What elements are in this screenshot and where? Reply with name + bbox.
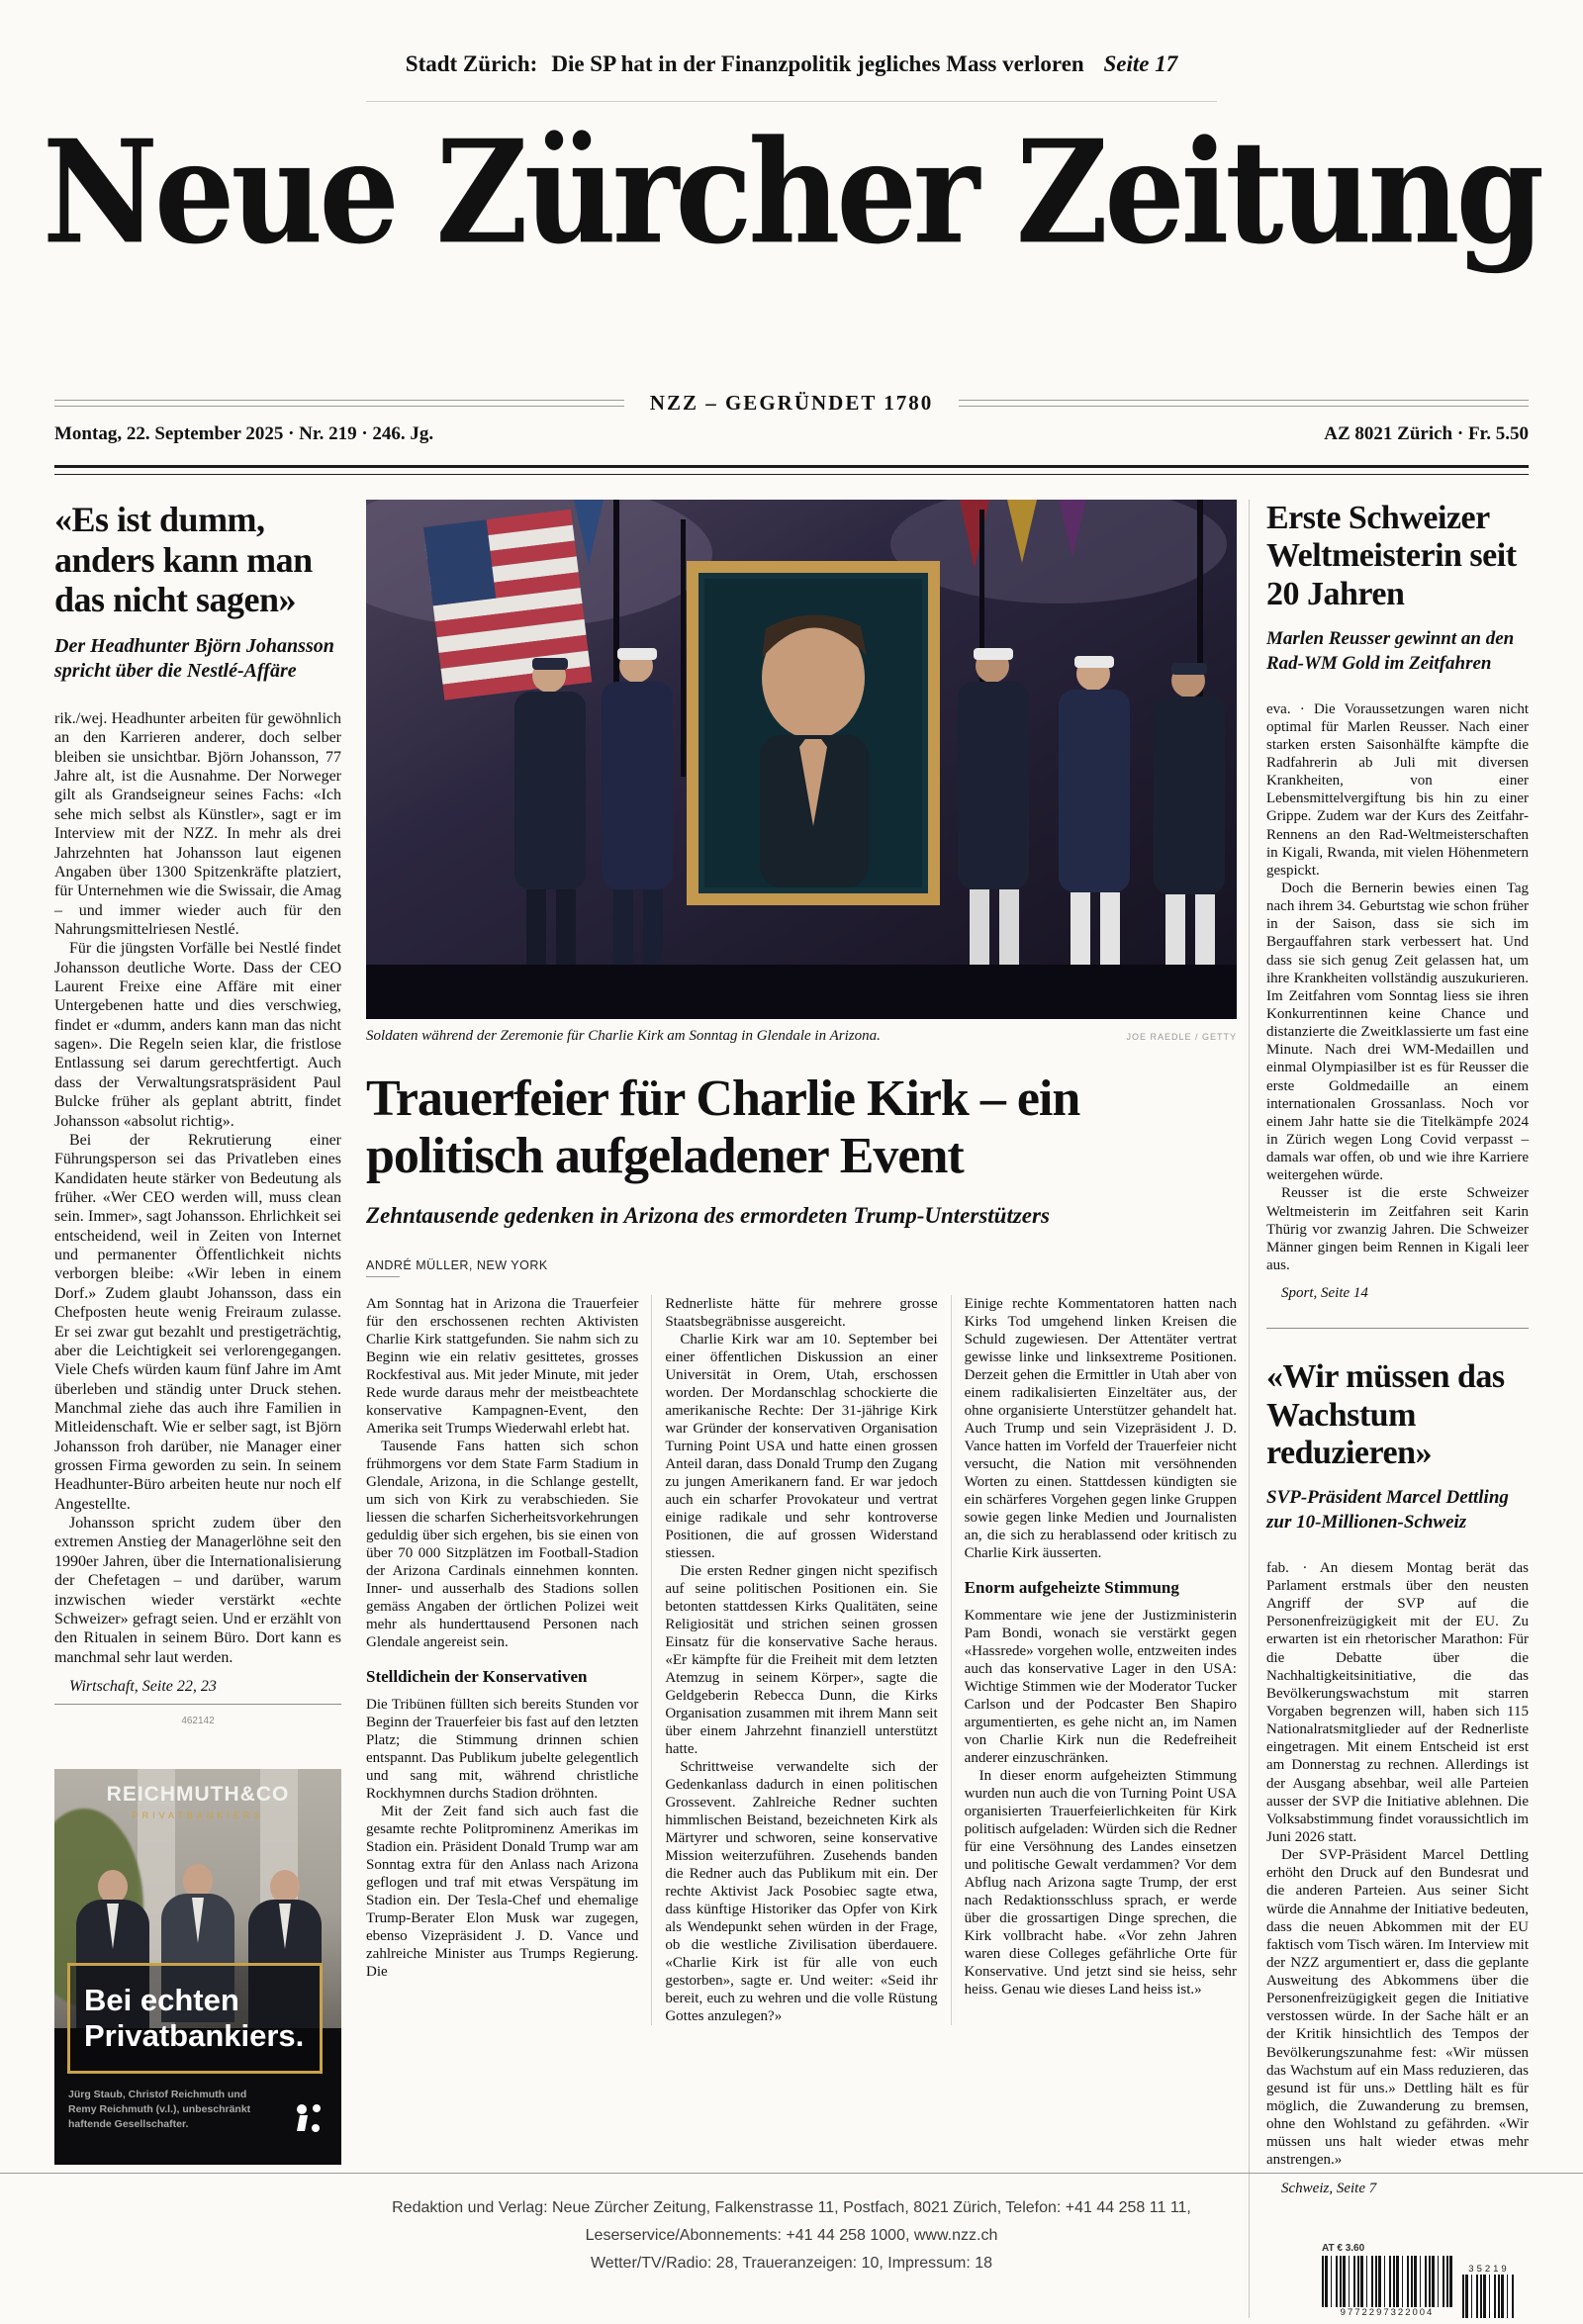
- barcode-addon-number: 35219: [1468, 2263, 1510, 2275]
- article-column-2: [651, 1295, 937, 2025]
- dateline-left: Montag, 22. September 2025 · Nr. 219 · 246. Jg.: [54, 423, 434, 444]
- right-article-headline: «Wir müssen das Wachstum reduzieren»: [1266, 1358, 1505, 1472]
- right-article-subhead: SVP-Präsident Marcel Dettling zur 10-Millionen-Schweiz: [1266, 1487, 1509, 1534]
- paragraph: Am Sonntag hat in Arizona die Trauerfeier für den erschossenen rechten Aktivisten Charlie Kirk stattgefunden. Sie nahm sich zu Beginn wie ein relativ gesittetes, grosses Rockfestival aus. Mit jeder Minute, mit jeder Rede wurde daraus mehr der meistbeachtete konservative Kampagnen-Event, den Amerika seit Trumps Wiederwahl erlebt hat.: [366, 1296, 639, 1438]
- us-flag: [423, 510, 592, 700]
- figure-head: [183, 1864, 213, 1898]
- paragraph: Einige rechte Kommentatoren hatten nach Kirks Tod umgehend linken Kreisen die Schuld zugewiesen. Der Attentäter vertrat gewisse linke und linksextreme Positionen. Derzeit gehen die Ermittler in Utah aber von einem radikalisierten Einzeltäter aus, der ohne organisierte Unterstützer gehandelt hat. Auch Trump und sein Vizepräsident J. D. Vance hatten im Vorfeld der Trauerfeier nicht versucht, die Nation mit versöhnenden Worten zu einen. Stattdessen kündigten sie ein schärferes Vorgehen gegen linke Gruppen sowie gegen linke Medien und Journalisten an, die sich zu herablassend oder kritisch zu Charlie Kirk äusserten.: [964, 1296, 1237, 1562]
- ad-order-number: 462142: [181, 1716, 215, 1726]
- paragraph: Reusser ist die erste Schweizer Weltmeisterin im Zeitfahren seit Karin Thürig vor zwanzig Jahren. Die Schweizer Männer gingen beim Rennen in Kigali leer aus.: [1266, 1185, 1529, 1273]
- left-article: [54, 500, 341, 1696]
- topline-text: Die SP hat in der Finanzpolitik jegliches Mass verloren: [551, 51, 1084, 76]
- lead-article-columns: [366, 1295, 1237, 2025]
- lead-headline: Trauerfeier für Charlie Kirk – ein politisch aufgeladener Event: [366, 1070, 1080, 1185]
- crosshead: Enorm aufgeheizte Stimmung: [964, 1578, 1179, 1598]
- paragraph: fab. · An diesem Montag berät das Parlament erstmals über den neusten Angriff der SVP auf die Personenfreizügigkeit mit der EU. Zu erwarten ist ein rhetorischer Marathon: Für die Debatte über die Nachhaltigkeitsinitiative, die das Bevölkerungswachstum mit starren Vorgaben begrenzen will, haben sich 115 Nationalratsmitglieder auf der Rednerliste eingetragen. Mit einem Entscheid ist erst am Donnerstag zu rechnen. Allerdings ist der Ausgang absehbar, weil alle Parteien ausser der SVP die Initiative ablehnen. Die Volksabstimmung findet voraussichtlich im Juni 2026 statt.: [1266, 1559, 1529, 1845]
- paragraph: In dieser enorm aufgeheizten Stimmung wurden nun auch die von Turning Point USA organisierten Trauerfeierlichkeiten für Kirk politisch aufgeladen: Würden sich die Redner für eine Versöhnung des Landes einsetzen und politische Gewalt verdammen? Vor dem Abflug nach Arizona sagte Trump, der erst nach Redaktionsschluss sprach, er werde über die grossartigen Dinge sprechen, die Kirk vollbracht habe. «Vor zehn Jahren waren diese Colleges gefährliche Orte für Konservative. Und jetzt sind sie heiss, sehr heiss. Genau wie dieses Land heiss ist.»: [964, 1767, 1237, 1998]
- lead-subhead: Zehntausende gedenken in Arizona des ermordeten Trump-Unterstützers: [366, 1203, 1050, 1229]
- topline-page-ref: Seite 17: [1103, 51, 1178, 76]
- paragraph: Die Tribünen füllten sich bereits Stunden vor Beginn der Trauerfeier bis fast auf den letzten Platz; die Stimmung drinnen schien entspannt. Das Publikum jubelte gelegentlich und sang mit, während christliche Rockhymnen durchs Stadion dröhnten.: [366, 1696, 639, 1802]
- figure-head: [270, 1870, 300, 1904]
- advert-caption: Jürg Staub, Christof Reichmuth und Remy Reichmuth (v.l.), unbeschränkt haftende Gesellschafter.: [68, 2089, 251, 2131]
- topline-section-label: Stadt Zürich:: [405, 51, 538, 76]
- paragraph: Rednerliste hätte für mehrere grosse Staatsbegräbnisse ausgereicht.: [665, 1296, 938, 1331]
- founded-rule-right: [959, 400, 1529, 407]
- right-article-headline: Erste Schweizer Weltmeisterin seit 20 Jahren: [1266, 500, 1517, 612]
- right-article-body: [1266, 700, 1529, 1303]
- founded-rule-left: [54, 400, 624, 407]
- right-article-subhead: Marlen Reusser gewinnt an den Rad-WM Gold im Zeitfahren: [1266, 628, 1515, 674]
- paragraph: eva. · Die Voraussetzungen waren nicht optimal für Marlen Reusser. Nach einer starken ersten Saisonhälfte kämpfte die Radfahrerin ab Juli mit diversen Krankheiten, von einer Lebensmittelvergiftung bis hin zu einer Grippe. Zudem war der Kurs des Zeitfahr-Rennens an den Rad-Weltmeisterschaften in Kigali, Rwanda, mit vielen Höhenmetern gespickt.: [1266, 700, 1529, 879]
- footer-imprint: [0, 2194, 1583, 2278]
- barcode-addon-bars: [1462, 2275, 1516, 2318]
- paragraph: Für die jüngsten Vorfälle bei Nestlé findet Johansson deutliche Worte. Dass der CEO Laurent Freixe eine Affäre mit einer Untergebenen hatte und dies verschwieg, findet er «dumm, anders kann man das nicht sagen». Die Regeln seien klar, die fristlose Entlassung sei darum gerechtfertigt. Auch dass der Verwaltungsratspräsident Paul Bulcke früher als geplant abtritt, findet Johansson «absolut richtig».: [54, 940, 341, 1130]
- right-article-svp: [1266, 1358, 1529, 2197]
- footer-line: Redaktion und Verlag: Neue Zürcher Zeitung, Falkenstrasse 11, Postfach, 8021 Zürich, Telefon: +41 44 258 11 11,: [392, 2199, 1191, 2216]
- paragraph: Mit der Zeit fand sich auch fast die gesamte rechte Politprominenz Amerikas im Stadion ein. Präsident Donald Trump war am Sonntag extra für den Anlass nach Arizona geflogen und traf mit etwas Verspätung im Stadion ein. Der Tesla-Chef und ehemalige Trump-Berater Elon Musk war zugegen, ebenso Vizepräsident J. D. Vance und zahlreiche Minister aus Trumps Regierung. Die: [366, 1803, 639, 1980]
- footer-line: Wetter/TV/Radio: 28, Traueranzeigen: 10, Impressum: 18: [590, 2255, 993, 2272]
- photo-caption-row: [366, 1028, 1237, 1045]
- photo-credit: JOE RAEDLE / GETTY: [1126, 1032, 1237, 1042]
- dateline: [54, 423, 1529, 445]
- byline: ANDRÉ MÜLLER, NEW YORK: [366, 1258, 548, 1273]
- paragraph: Johansson spricht zudem über den extremen Anstieg der Managerlöhne seit den 1990er Jahren, über die Internationalisierung der Chefetagen – und darüber, warum inzwischen wieder verstärkt «echte Schweizer» gefragt seien. Und er erzählt von den Ritualen in seinem Büro. Dort kann es manchmal sehr laut werden.: [54, 1515, 341, 1666]
- masthead-title: Neue Zürcher Zeitung: [42, 110, 1541, 277]
- paragraph: Die ersten Redner gingen nicht spezifisch auf seine politischen Positionen ein. Sie betonten stattdessen Kirks Qualitäten, seine Religiosität und strichen seinen grossen Einsatz für die konservative Sache heraus. «Er kämpfte für die Freiheit mit dem letzten Atemzug in seinem Körper», sagte die Geldgeberin Rebecca Dunn, die Kirks Organisation zusammen mit ihrem Mann seit über einem Jahrzehnt finanziell unterstützt hatte.: [665, 1563, 938, 1758]
- advert-brand-subtitle: PRIVATBANKIERS: [132, 1811, 264, 1820]
- lead-article: [366, 500, 1237, 2025]
- kirk-portrait: [693, 567, 934, 899]
- advert-slogan-box: [67, 1963, 323, 2074]
- paragraph: Tausende Fans hatten sich schon frühmorgens vor dem State Farm Stadium in Glendale, Arizona, in die Schlange gestellt, um sich von Kirk zu verabschieden. Sie liessen die scharfen Sicherheitsvorkehrungen geduldig über sich ergehen, bis sie einen von über 70 000 Sitzplätzen im Football-Stadion der Arizona Cardinals einnehmen konnten. Inner- und ausserhalb des Stadions sollen gemäss Angaben der örtlichen Polizei weit mehr als hunderttausend Personen nach Glendale angereist sein.: [366, 1439, 639, 1651]
- founded-text: NZZ – GEGRÜNDET 1780: [649, 391, 934, 415]
- advert-slogan-line: Bei echten: [84, 1983, 239, 2018]
- left-article-subhead: Der Headhunter Björn Johansson spricht über die Nestlé-Affäre: [54, 635, 334, 683]
- right-article-sport: [1266, 500, 1529, 1302]
- crosshead: Stelldichein der Konservativen: [366, 1667, 588, 1687]
- lead-photo: [366, 500, 1237, 1019]
- paragraph: Schrittweise verwandelte sich der Gedenkanlass dadurch in einen politischen Grossevent. Zahlreiche Redner suchten himmlischen Beistand, bezeichneten Kirk als Märtyrer und schworen, seine konservative Mission weiterzuführen. Zusehends banden die Redner auch das Publikum mit ein. Der rechte Aktivist Jack Posobiec sagte etwa, dass künftige Historiker das Opfer von Kirk als Wendepunkt sehen würden in der Frage, ob die westliche Zivilisation überdauere. «Charlie Kirk ist für alle von euch gestorben», sagte er. Und weiter: «Seid ihr bereit, euch zu wehren und die volle Rüstung Gottes anzulegen?»: [665, 1759, 938, 2025]
- left-article-body: [54, 709, 341, 1696]
- paragraph: Der SVP-Präsident Marcel Dettling erhöht den Druck auf den Bundesrat und die anderen Parteien. Aus seiner Sicht würde die Annahme der Initiative bedeuten, dass die neuen Abkommen mit der EU faktisch vom Tisch wären. Im Interview mit der NZZ argumentiert er, dass die geplante Ausweitung des Abkommens über die Personenfreizügigkeit gegen die Initiative verstossen würde. In der Sache hält er an der Kritik hinsichtlich des Tempos der Bevölkerungszunahme fest: «Wir müssen das Wachstum auf ein Mass reduzieren, das gesund ist für uns.» Dettling hält es für möglich, die Zuwanderung zu bremsen, ohne den Wohlstand zu gefährden. «Wir müssen uns halt wieder etwas mehr anstrengen.»: [1266, 1847, 1529, 2169]
- dateline-right: AZ 8021 Zürich · Fr. 5.50: [1324, 423, 1529, 444]
- masthead: [0, 91, 1583, 275]
- lead-photo-illustration: [366, 500, 1237, 1019]
- right-column: [1249, 500, 1529, 2318]
- topline-teaser: [0, 51, 1583, 77]
- right-article-body: [1266, 1559, 1529, 2197]
- right-article-page-ref: Schweiz, Seite 7: [1281, 2180, 1377, 2196]
- reichmuth-logo-icon: [292, 2101, 326, 2135]
- photo-caption: Soldaten während der Zeremonie für Charlie Kirk am Sonntag in Glendale in Arizona.: [366, 1028, 881, 1044]
- barcode-number: 9772297322004: [1340, 2306, 1435, 2318]
- left-article-page-ref: Wirtschaft, Seite 22, 23: [69, 1677, 217, 1695]
- footer-line: Leserservice/Abonnements: +41 44 258 1000, www.nzz.ch: [585, 2227, 998, 2244]
- paragraph: Doch die Bernerin bewies einen Tag nach ihrem 34. Geburtstag wie schon früher in der Saison, dass sie sich im Bergauffahren stark verbessert hat. Und dass sie sich genug Zeit gelassen hat, um ihre Krankheiten vollständig auszukurieren. Im Zeitfahren vom Sonntag liess sie ihren Konkurrentinnen keine Chance und distanzierte die Zweitklassierte um fast eine Minute. Nach drei WM-Medaillen und einmal Olympiasilber ist es für Reusser die erste Goldmedaille an einem internationalen Grossanlass. Noch vor einem Jahr hatte sie die Titelkämpfe 2024 in Zürich wegen Long Covid verpasst – damals war offen, ob und wie ihre Karriere weitergehen würde.: [1266, 881, 1529, 1184]
- article-column-3: [951, 1295, 1237, 2025]
- article-column-1: [366, 1295, 638, 2025]
- paragraph: Kommentare wie jene der Justizministerin Pam Bondi, wonach sie verstärkt gegen «Hassrede» vorgehen wolle, entzweiten indes auch das konservative Lager in den USA: Wichtige Stimmen wie der Moderator Tucker Carlson und der Podcaster Ben Shapiro argumentierten, es gehe nicht an, im Namen von Charlie Kirk nun die Redefreiheit anderer einzuschränken.: [964, 1607, 1237, 1766]
- paragraph: Bei der Rekrutierung einer Führungsperson sei das Privatleben eines Kandidaten heute stärker von Bedeutung als früher. «Wer CEO werden will, muss clean sein. Immer», sagt Johansson. Ehrlichkeit sei entscheidend, weil in Zeiten von Internet und permanenter Öffentlichkeit nichts verborgen bleibe: «Wir leben in einem Dorf.» Zudem glaubt Johansson, dass ein Chefposten heute wenig Freiraum zulasse. Er sei zwar gut bezahlt und prestigeträchtig, aber die Leichtigkeit sei verlorengegangen. Viele Chefs würden kaum fünf Jahre im Amt überleben und ständig unter Druck stehen. Manchmal ziehe das auch ihre Familien in Mitleidenschaft. Wie er selber sagt, ist Björn Johansson froh darüber, nie Manager einer grossen Firma geworden zu sein. In seinem Headhunter-Büro arbeiten heute nur noch elf Angestellte.: [54, 1131, 341, 1513]
- header-rule: [54, 465, 1529, 475]
- advert-slogan-line: Privatbankiers.: [84, 2018, 305, 2053]
- byline-rule: [366, 1276, 400, 1277]
- footer-rule: [0, 2173, 1583, 2174]
- left-article-headline: «Es ist dumm, anders kann man das nicht sagen»: [54, 500, 313, 620]
- right-article-page-ref: Sport, Seite 14: [1281, 1285, 1368, 1302]
- price-label: AT € 3.60: [1322, 2242, 1365, 2254]
- paragraph: Charlie Kirk war am 10. September bei einer öffentlichen Diskussion an einer Universität in Orem, Utah, erschossen worden. Der Mordanschlag schockierte die amerikanische Rechte: Der 31-jährige Kirk war Gründer der konservativen Organisation Turning Point USA und hatte einen grossen Anteil daran, dass Donald Trump den Zugang zu jungen Amerikanern fand. Er war jedoch auch ein scharfer Provokateur und vertrat einige radikale und sehr kontroverse Positionen, die auf grossen Widerstand stiessen.: [665, 1332, 938, 1562]
- founded-row: [54, 391, 1529, 416]
- ad-separator-rule: [54, 1704, 341, 1705]
- advert-reichmuth[interactable]: [54, 1769, 341, 2165]
- right-column-separator: [1266, 1328, 1529, 1329]
- advert-brand: REICHMUTH&CO: [106, 1783, 290, 1806]
- paragraph: rik./wej. Headhunter arbeiten für gewöhnlich an den Karrieren anderer, doch selber bleiben sie unsichtbar. Björn Johansson, 77 Jahre alt, ist die Ausnahme. Der Norweger gilt als Grandseigneur seines Fachs: «Ich sehe mich selbst als Künstler», sagt er im Interview mit der NZZ. In mehr als drei Jahrzehnten hat Johansson laut eigenen Angaben über 1300 Spitzenkräfte platziert, für Unternehmen wie die Swissair, die Amag – und immer wieder auch für den Nahrungsmittelriesen Nestlé.: [54, 710, 341, 938]
- figure-head: [98, 1870, 128, 1904]
